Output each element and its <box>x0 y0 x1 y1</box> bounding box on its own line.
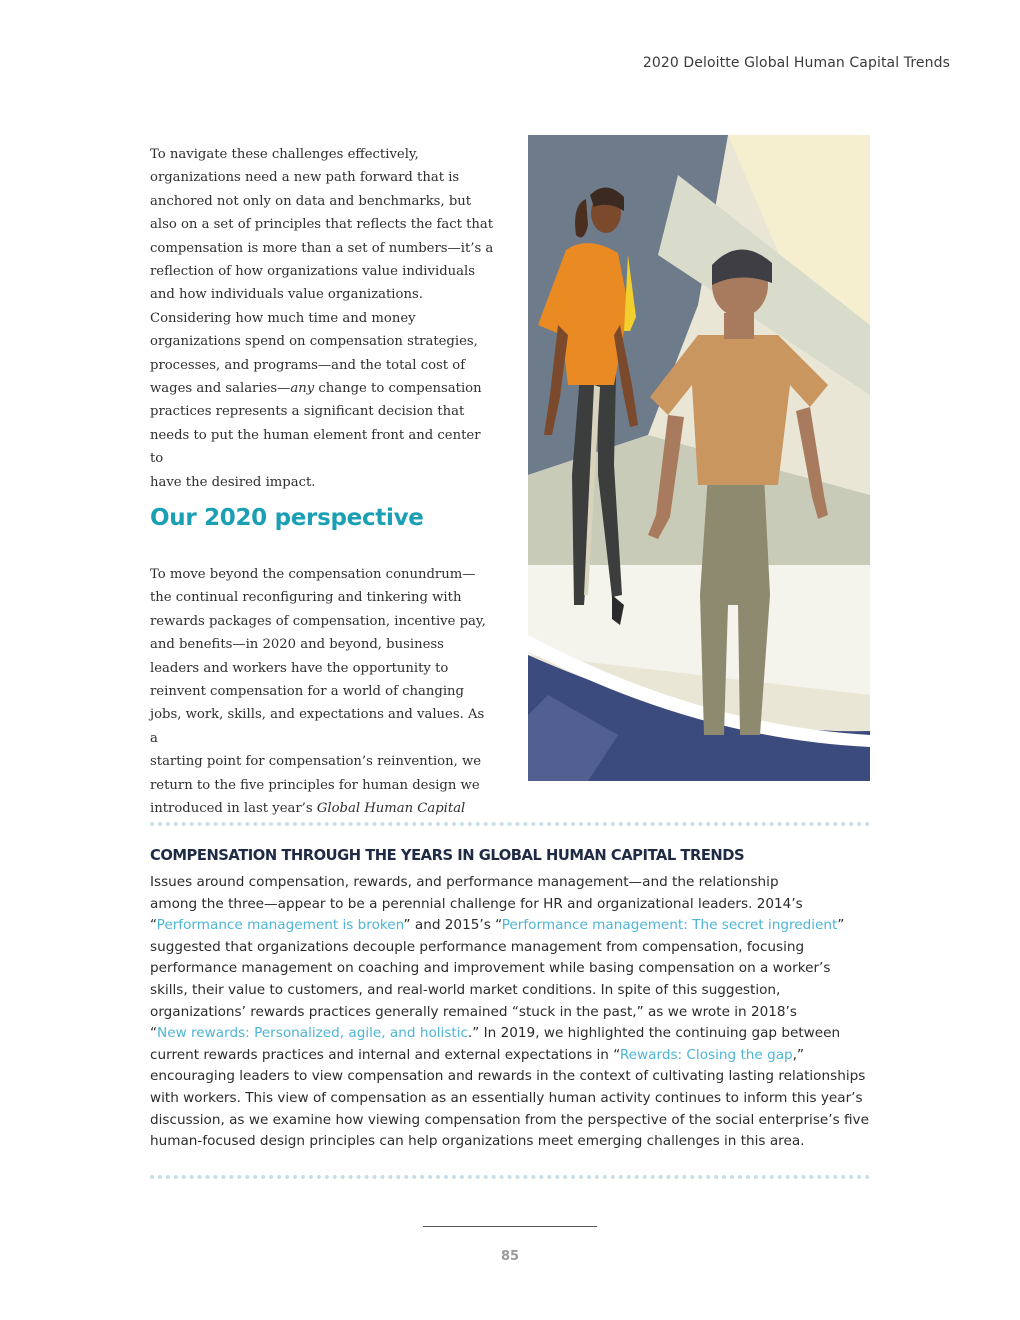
illustration-walking-people <box>528 135 870 781</box>
text-line: encouraging leaders to view compensation and rewards in the context of cultivating lasting relationships <box>150 1068 866 1085</box>
text-fragment: “ <box>150 917 157 934</box>
text-line: reinvent compensation for a world of changing <box>150 684 464 700</box>
text-line: human-focused design principles can help organizations meet emerging challenges in this area. <box>150 1133 805 1150</box>
sidebar-top-divider <box>150 822 870 826</box>
text-fragment: .” In 2019, we highlighted the continuing gap between <box>467 1025 841 1042</box>
section-heading: Our 2020 perspective <box>150 505 424 531</box>
text-line: with workers. This view of compensation as an essentially human activity continues to inform this year’s <box>150 1089 863 1106</box>
text-line: also on a set of principles that reflects the fact that <box>150 217 494 233</box>
emphasis-report-title: Global Human Capital <box>316 801 466 817</box>
text-line: introduced in last year’s <box>150 801 317 817</box>
text-line: Issues around compensation, rewards, and performance management—and the relationship <box>150 874 779 890</box>
text-line: discussion, as we examine how viewing compensation from the perspective of the social enterprise’s five <box>150 1111 869 1128</box>
text-line: have the desired impact. <box>150 474 316 490</box>
text-line: return to the five principles for human design we <box>150 777 480 793</box>
text-fragment: “ <box>150 1025 158 1042</box>
text-line: among the three—appear to be a perennial challenge for HR and organizational leaders. 2014’s <box>150 895 803 912</box>
text-line: processes, and programs—and the total cost of <box>150 357 466 373</box>
link-performance-management-broken[interactable]: Performance management is broken <box>156 917 404 934</box>
text-line: practices represents a significant decision that <box>150 404 465 420</box>
text-line: anchored not only on data and benchmarks, but <box>150 193 472 209</box>
text-line: leaders and workers have the opportunity to <box>150 660 449 676</box>
text-line: needs to put the human element front and center to <box>150 427 481 467</box>
text-line: and benefits—in 2020 and beyond, business <box>150 637 444 653</box>
text-line: suggested that organizations decouple performance management from compensation, focusing <box>150 938 805 955</box>
link-performance-management-secret-ingredient[interactable]: Performance management: The secret ingredient <box>501 917 838 934</box>
running-header-title: 2020 Deloitte Global Human Capital Trends <box>642 55 950 71</box>
text-line: organizations’ rewards practices generally remained “stuck in the past,” as we wrote in 2018’s <box>150 1003 797 1020</box>
sidebar-paragraph <box>150 872 870 1153</box>
text-line: To navigate these challenges effectively, <box>150 147 419 162</box>
sidebar-title: COMPENSATION THROUGH THE YEARS IN GLOBAL HUMAN CAPITAL TRENDS <box>150 846 745 864</box>
text-line: change to compensation <box>314 381 482 397</box>
perspective-paragraph <box>150 563 495 820</box>
sidebar-box <box>150 846 870 1153</box>
text-fragment: ” and 2015’s “ <box>403 917 502 934</box>
intro-paragraph <box>150 143 495 494</box>
link-new-rewards[interactable]: New rewards: Personalized, agile, and holistic <box>157 1025 468 1042</box>
text-line: starting point for compensation’s reinvention, we <box>150 754 482 770</box>
text-line: and how individuals value organizations. <box>150 287 423 303</box>
text-fragment: ,” <box>792 1046 805 1063</box>
text-line: skills, their value to customers, and real-world market conditions. In spite of this suggestion, <box>150 981 781 998</box>
text-line: performance management on coaching and improvement while basing compensation on a worker’s <box>150 960 831 977</box>
page-number: 85 <box>500 1249 520 1264</box>
text-line: compensation is more than a set of numbers—it’s a <box>150 240 494 256</box>
text-line: organizations spend on compensation strategies, <box>150 334 478 350</box>
text-line: Considering how much time and money <box>150 310 416 326</box>
emphasis-any: any <box>290 381 315 397</box>
text-line: wages and salaries— <box>150 381 291 397</box>
text-fragment: ” <box>837 917 845 934</box>
text-line: the continual reconfiguring and tinkering with <box>150 590 462 606</box>
sidebar-bottom-divider <box>150 1175 870 1179</box>
text-line: organizations need a new path forward that is <box>150 170 460 186</box>
link-rewards-closing-the-gap[interactable]: Rewards: Closing the gap <box>619 1046 793 1063</box>
text-line: To move beyond the compensation conundrum— <box>150 567 476 582</box>
text-line: rewards packages of compensation, incentive pay, <box>150 613 486 629</box>
text-line: reflection of how organizations value individuals <box>150 264 475 280</box>
text-line: jobs, work, skills, and expectations and values. As a <box>150 707 485 746</box>
footer-divider <box>423 1226 597 1227</box>
text-fragment: current rewards practices and internal and external expectations in “ <box>150 1046 620 1063</box>
